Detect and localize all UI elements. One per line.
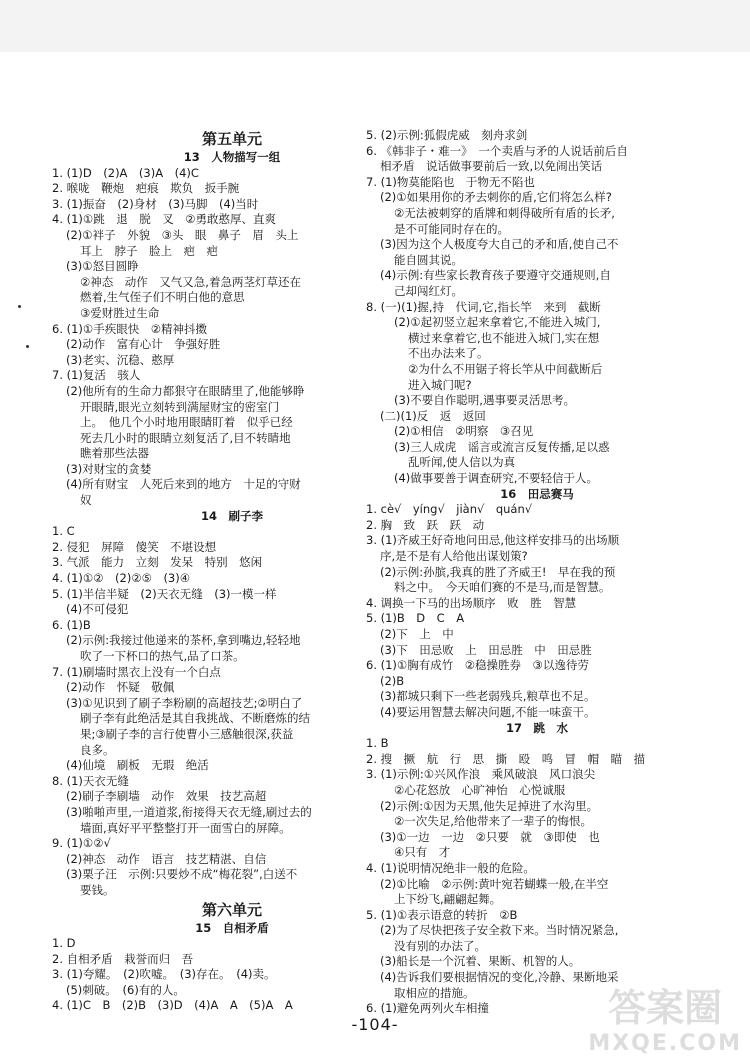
- answer-line: 果;③刷子李的言行使曹小三感触很深,获益: [80, 726, 294, 741]
- answer-line: ②一次失足,给他带来了一辈子的悔恨。: [394, 814, 592, 829]
- answer-line: 1. (1)D (2)A (3)A (4)C: [52, 165, 199, 180]
- answer-line: 燃着,生气侄子们不明白他的意思: [80, 290, 245, 305]
- answer-line: 相矛盾 说话做事要前后一致,以免闹出笑话: [380, 159, 603, 174]
- lesson-title: 15 自相矛盾: [195, 920, 269, 935]
- answer-line: 1. C: [52, 524, 75, 539]
- answer-line: 2. 自相矛盾 栽誉而归 吾: [52, 951, 194, 966]
- answer-line: 吹了一下杯口的热气,品了口茶。: [80, 649, 245, 663]
- unit-heading: 第五单元: [201, 130, 262, 148]
- answer-line: 墙面,真好平平整整打开一面雪白的屏障。: [80, 820, 291, 835]
- answer-line: 2. 喉咙 鞭炮 疤痕 欺负 扳手腕: [52, 181, 240, 196]
- answer-line: (3)不要自作聪明,遇事要灵活思考。: [394, 393, 575, 408]
- answer-line: (3)下 田忌败 上 田忌胜 中 田忌胜: [380, 642, 592, 657]
- answer-line: 7. (1)物莫能陷也 于物无不陷也: [366, 174, 535, 189]
- answer-line: (3)都城只剩下一些老弱残兵,粮草也不足。: [380, 689, 596, 704]
- answer-line: ③爱财胜过生命: [80, 305, 160, 320]
- answer-line: (3)①一边 一边 ②只要 就 ③即使 也: [380, 829, 600, 844]
- answer-line: (5)刺破。 (6)有的人。: [66, 982, 185, 997]
- answer-line: 3. 气派 能力 立刻 发呆 特别 悠闲: [52, 555, 263, 570]
- right-answer-column: [366, 128, 708, 1017]
- answer-line: 开眼睛,眼光立刻转到满屋财宝的密室门: [80, 399, 280, 414]
- answer-line: 序,是不是有人给他出谋划策?: [380, 549, 528, 564]
- answer-line: (4)示例:有些家长教育孩子要遵守交通规则,自: [380, 268, 611, 283]
- answer-line: (2)①相信 ②明察 ③召见: [394, 424, 534, 439]
- answer-line: 1. B: [366, 736, 389, 751]
- answer-line: (2)动作 富有心计 争强好胜: [66, 337, 221, 352]
- left-answer-column: [52, 128, 412, 1014]
- answer-line: 进入城门呢?: [408, 377, 472, 392]
- answer-line: 4. (1)C B (2)B (3)D (4)A A (5)A A: [52, 998, 293, 1013]
- answer-line: (2)①袢子 外貌 ③头 眼 鼻子 眉 头上: [66, 227, 299, 242]
- answer-line: 2. 胸 致 跃 跃 动: [366, 517, 485, 532]
- answer-line: 没有别的办法了。: [394, 938, 486, 953]
- page-number: -104-: [351, 1015, 399, 1034]
- answer-line: ②为什么不用锯子将长竿从中间截断后: [408, 361, 603, 376]
- site-watermark: [588, 986, 742, 1062]
- answer-line: 5. (1)半信半疑 (2)天衣无缝 (3)一模一样: [52, 586, 277, 601]
- answer-line: 刷子李有此绝活是其自我挑战、不断磨炼的结: [80, 711, 310, 726]
- answer-line: (4)告诉我们要根据情况的变化,冷静、果断地采: [380, 970, 619, 985]
- answer-line: (2)神态 动作 语言 技艺精湛、自信: [66, 851, 267, 866]
- answer-line: 乱听闻,使人信以为真: [408, 455, 516, 470]
- answer-line: 6. (1)①手疾眼快 ②精神抖擞: [52, 321, 208, 336]
- top-shadow-band: [0, 0, 750, 52]
- answer-line: (3)老实、沉稳、憨厚: [66, 352, 175, 367]
- answer-line: (4)做事要善于调查研究,不要轻信于人。: [394, 471, 598, 486]
- answer-line: (2)刷子李刷墙 动作 效果 技艺高超: [66, 789, 267, 804]
- answer-line: (3)对财宝的贪婪: [66, 461, 152, 476]
- answer-line: (2)①起初竖立起来拿着它,不能进入城门,: [394, 315, 601, 330]
- answer-line: 3. (1)振奋 (2)身材 (3)马脚 (4)当时: [52, 196, 259, 211]
- answer-line: 是不可能同时存在的。: [394, 221, 509, 236]
- answer-line: 取相应的措施。: [394, 985, 475, 1000]
- answer-line: 1. D: [52, 936, 76, 951]
- answer-line: 己却闯红灯。: [394, 283, 463, 298]
- answer-line: 5. (2)示例:狐假虎威 刻舟求剑: [366, 128, 528, 142]
- answer-line: (2)为了尽快把孩子安全救下来。当时情况紧急,: [380, 923, 619, 938]
- answer-line: 4. (1)①跳 退 脱 叉 ②勇敢憨厚、直爽: [52, 212, 277, 227]
- answer-line: 3. (1)示例:①兴风作浪 乘风破浪 风口浪尖: [366, 767, 596, 782]
- watermark-url: MXQE.COM: [588, 1031, 742, 1056]
- answer-line: 3. (1)夸耀。 (2)吹嘘。 (3)存在。 (4)卖。: [52, 967, 276, 982]
- answer-line: 横过来拿着它,也不能进入城门,实在想: [408, 330, 600, 345]
- answer-line: (3)栗子汪 示例:只要炒不成“梅花裂”,白送不: [66, 867, 298, 882]
- answer-line: 8. (一)(1)握,持 代词,它,指长竿 来到 截断: [366, 299, 601, 314]
- answer-line: 7. (1)刷墙时黑衣上没有一个白点: [52, 664, 221, 679]
- answer-line: 上下纷飞,翩翩起舞。: [394, 892, 502, 907]
- answer-line: (4)所有财宝 人死后来到的地方 十足的守财: [66, 477, 301, 492]
- answer-line: 6. (1)B: [52, 617, 91, 632]
- answer-line: (2)动作 怀疑 敬佩: [66, 680, 175, 695]
- answer-line: 7. (1)复活 骇人: [52, 368, 141, 383]
- answer-line: (4)不可侵犯: [66, 602, 129, 617]
- answer-line: (3)①见识到了刷子李粉刷的高超技艺;②明白了: [66, 695, 303, 710]
- answer-line: 良多。: [80, 742, 115, 757]
- answer-line: 2. 搜 撅 航 行 思 撕 殴 鸣 冒 帽 瞄 描: [366, 751, 646, 766]
- answer-line: (2)示例:我接过他递来的茶杯,拿到嘴边,轻轻地: [66, 633, 301, 648]
- answer-line: 不出办法来了。: [408, 346, 489, 361]
- watermark-logo-text: 答案圈: [608, 986, 723, 1030]
- answer-line: 2. 侵犯 屏障 傻笑 不堪设想: [52, 539, 217, 554]
- answer-line: (2)示例:①因为天黑,他失足掉进了水沟里。: [380, 798, 599, 813]
- answer-line: 上。 他几个小时地用眼睛盯着 似乎已经: [80, 415, 293, 430]
- answer-line: ④只有 才: [394, 845, 451, 860]
- answer-line: 5. (1)B D C A: [366, 611, 465, 626]
- margin-dot: [18, 305, 21, 308]
- answer-line: 耳上 脖子 脸上 疤 疤: [80, 243, 218, 258]
- lesson-title: 17 跳 水: [505, 720, 568, 735]
- answer-line: 3. (1)齐威王好奇地问田忌,他这样安排马的出场顺: [366, 533, 620, 548]
- answer-line: 6. (1)①胸有成竹 ②稳操胜券 ③以逸待劳: [366, 658, 589, 673]
- answer-line: (2)①如果用你的矛去刺你的盾,它们将怎么样?: [380, 190, 612, 205]
- answer-line: 9. (1)①②√: [52, 836, 111, 851]
- answer-line: ②心花怒放 心旷神怡 心悦诚服: [394, 782, 566, 797]
- answer-line: 5. (1)①表示语意的转折 ②B: [366, 907, 518, 922]
- answer-line: 料之中。 今天咱们赛的不是马,而是智慧。: [394, 580, 611, 595]
- answer-line: 4. (1)说明情况绝非一般的危险。: [366, 860, 535, 875]
- margin-dot: [26, 345, 29, 348]
- answer-line: 6. (1)避免两列火车相撞: [366, 1001, 489, 1016]
- answer-line: 奴: [80, 493, 92, 508]
- answer-line: 4. (1)①② (2)②⑤ (3)④: [52, 571, 191, 586]
- answer-line: 要钱。: [80, 882, 115, 897]
- lesson-title: 13 人物描写一组: [183, 150, 281, 164]
- lesson-title: 14 刷子李: [200, 508, 263, 523]
- lesson-title: 16 田忌赛马: [500, 486, 574, 501]
- answer-line: ②神态 动作 又气又急,着急两茎灯草还在: [80, 274, 301, 289]
- unit-heading: 第六单元: [201, 900, 262, 919]
- answer-line: 瞧着那些法器: [80, 446, 149, 461]
- answer-line: (2)下 上 中: [380, 627, 454, 641]
- answer-line: 能自圆其说。: [394, 252, 463, 267]
- answer-line: (4)仙境 刷板 无瑕 绝活: [66, 758, 209, 773]
- answer-line: (二)(1)反 返 返回: [380, 408, 486, 423]
- answer-line: 6. 《韩非子・难一》 一个卖盾与矛的人说话前后自: [366, 143, 628, 158]
- answer-line: (3)船长是一个沉着、果断、机智的人。: [380, 954, 581, 969]
- answer-line: 8. (1)天衣无缝: [52, 773, 129, 788]
- answer-line: 死去几小时的眼睛立刻复活了,目不转睛地: [80, 430, 291, 445]
- answer-line: (3)①怒目圆睁: [66, 259, 139, 274]
- answer-line: (4)要运用智慧去解决问题,不能一味蛮干。: [380, 704, 596, 719]
- answer-line: 4. 调换一下马的出场顺序 败 胜 智慧: [366, 595, 577, 610]
- answer-line: ②无法被刺穿的盾牌和刺得破所有盾的长矛,: [394, 205, 615, 220]
- answer-line: (2)①比喻 ②示例:黄叶宛若蝴蝶一般,在半空: [380, 876, 609, 891]
- answer-line: (3)因为这个人极度夸大自己的矛和盾,使自己不: [380, 237, 619, 252]
- answer-line: (2)示例:孙膑,我真的胜了齐威王! 早在我的预: [380, 564, 616, 579]
- answer-line: (2)B: [380, 673, 405, 688]
- answer-line: (3)啪啪声里,一道道浆,衔接得天衣无缝,刷过去的: [66, 804, 312, 819]
- answer-line: (3)三人成虎 谣言或流言反复传播,足以惑: [394, 439, 610, 454]
- answer-line: 1. cè√ yíng√ jiàn√ quán√: [366, 502, 533, 517]
- answer-line: (2)他所有的生命力都狠守在眼睛里了,他能够睁: [66, 383, 305, 398]
